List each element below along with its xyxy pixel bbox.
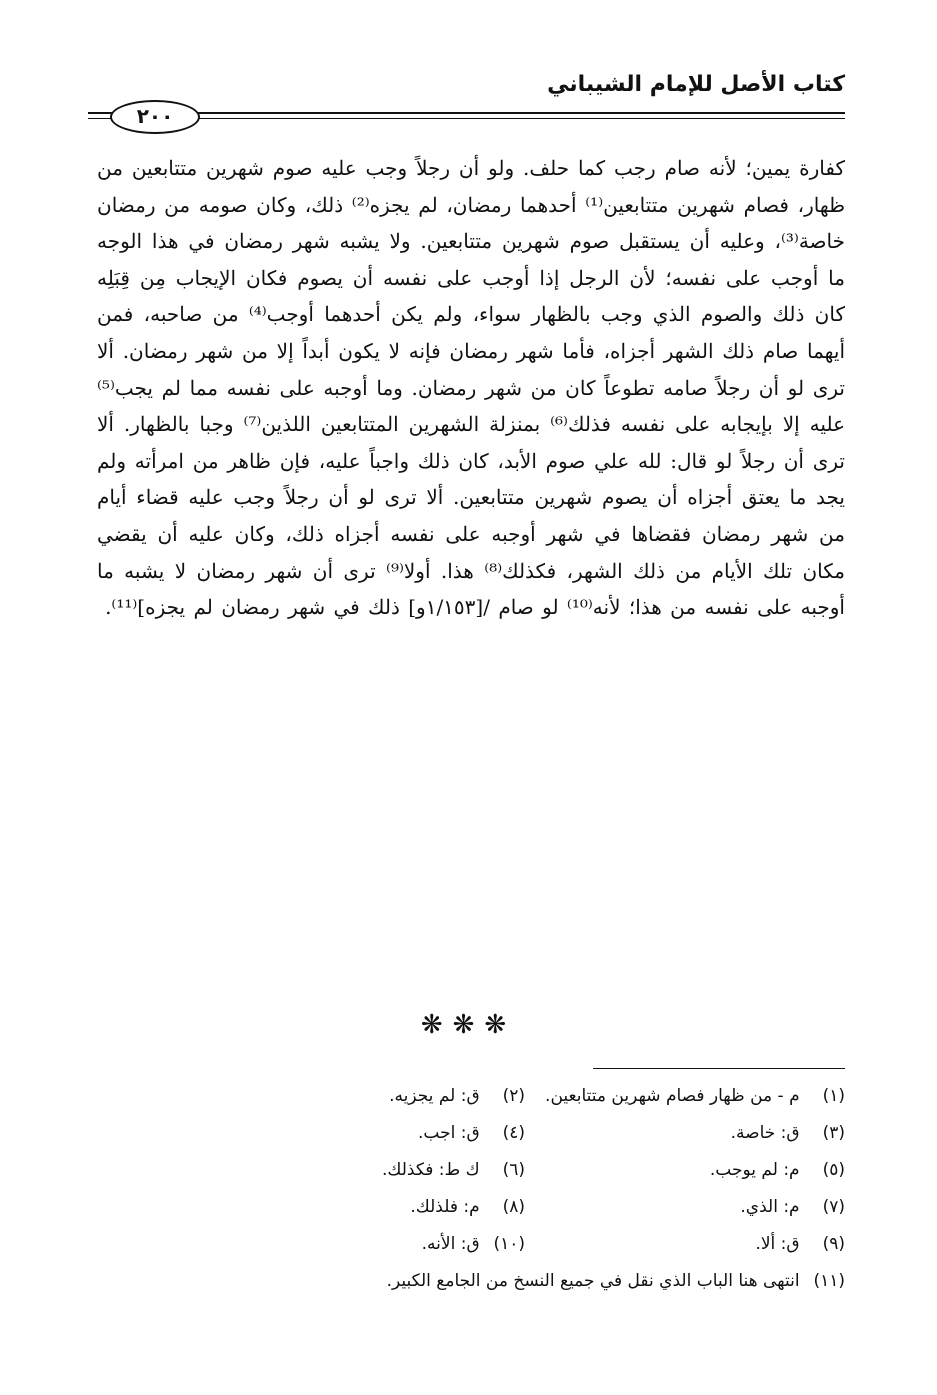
footnote [545, 1117, 845, 1149]
page-header [88, 72, 845, 132]
footnote [285, 1191, 525, 1223]
footnote-text: ك ط: فكذلك. [382, 1160, 480, 1180]
footnote-text: ق: الأنه. [421, 1234, 480, 1254]
footnote-text: م: فلذلك. [410, 1197, 480, 1217]
footnote-text: ق: لم يجزيه. [389, 1086, 480, 1106]
page-number: ٢٠٠ [110, 100, 200, 134]
footnote-text: ق: اجب. [417, 1123, 480, 1143]
section-separator: ❋❋❋ [420, 1010, 517, 1040]
footnote-number: (٤) [502, 1123, 526, 1143]
footnote [545, 1154, 845, 1186]
footnote-text: انتهى هنا الباب الذي نقل في جميع النسخ من الجامع الكبير. [386, 1271, 800, 1291]
header-rule [88, 112, 845, 114]
footnote-text: م: لم يوجب. [709, 1160, 800, 1180]
footnote-rule [593, 1068, 845, 1069]
footnote-number: (٩) [822, 1234, 845, 1254]
footnote [285, 1228, 525, 1260]
body-text: كفارة يمين؛ لأنه صام رجب كما حلف. ولو أن رجلاً وجب عليه صوم شهرين متتابعين من ظهار، فصام شهرين متتابعين⁽¹⁾ أحدهما رمضان، لم يجزه⁽²⁾ ذلك، وكان صومه من رمضان خاصة⁽³⁾، وعليه أن يستقبل صوم شهرين متتابعين. ولا يشبه شهر رمضان في هذا الوجه ما أوجب على نفسه؛ لأن الرجل إذا أوجب على نفسه أن يصوم فكان الإيجاب مِن قِبَلِه كان ذلك والصوم الذي وجب بالظهار سواء، ولم يكن أحدهما أوجب⁽⁴⁾ من صاحبه، فمن أيهما صام ذلك الشهر أجزاه، فأما شهر رمضان فإنه لا يكون أبداً إلا من شهر رمضان. ألا ترى لو أن رجلاً صامه تطوعاً كان من شهر رمضان. وما أوجبه على نفسه مما لم يجب⁽⁵⁾ عليه إلا بإيجابه على نفسه فذلك⁽⁶⁾ بمنزلة الشهرين المتتابعين اللذين⁽⁷⁾ وجبا بالظهار. ألا ترى أن رجلاً لو قال: لله علي صوم الأبد، كان ذلك واجباً عليه، فإن ظاهر من امرأته ولم يجد ما يعتق أجزاه أن يصوم شهرين متتابعين. ألا ترى لو أن رجلاً وجب عليه قضاء أيام من شهر رمضان فقضاها في شهر أوجبه على نفسه أجزاه ذلك، وكان عليه أن يقضي مكان تلك الأيام من ذلك الشهر، فكذلك⁽⁸⁾ هذا. أولا⁽⁹⁾ ترى أن شهر رمضان لا يشبه ما أوجبه على نفسه من هذا؛ لأنه⁽¹⁰⁾ لو صام /[١/١٥٣و] ذلك في شهر رمضان لم يجزه]⁽¹¹⁾. [97, 156, 845, 620]
footnote [285, 1117, 525, 1149]
footnote-number: (١) [822, 1086, 845, 1106]
header-rule-thin [88, 118, 845, 119]
book-title: كتاب الأصل للإمام الشيباني [547, 72, 845, 97]
footnote [545, 1191, 845, 1223]
footnote-text: ق: خاصة. [730, 1123, 800, 1143]
footnote-text: م: الذي. [740, 1197, 800, 1217]
footnote-number: (٨) [502, 1197, 526, 1217]
footnote [285, 1080, 525, 1112]
footnote-number: (٦) [502, 1160, 526, 1180]
footnote-number: (٥) [822, 1160, 845, 1180]
footnote-number: (١٠) [493, 1234, 526, 1254]
footnote-number: (١١) [813, 1271, 845, 1291]
footnote-number: (٣) [822, 1123, 845, 1143]
footnote-text: ق: ألا. [755, 1234, 800, 1254]
footnote [285, 1265, 845, 1297]
footnote [545, 1228, 845, 1260]
footnote [285, 1154, 525, 1186]
footnote-number: (٢) [502, 1086, 526, 1106]
footnote [545, 1080, 845, 1112]
footnote-text: م - من ظهار فصام شهرين متتابعين. [545, 1086, 800, 1106]
footnote-list [285, 1080, 845, 1297]
footnote-number: (٧) [822, 1197, 845, 1217]
